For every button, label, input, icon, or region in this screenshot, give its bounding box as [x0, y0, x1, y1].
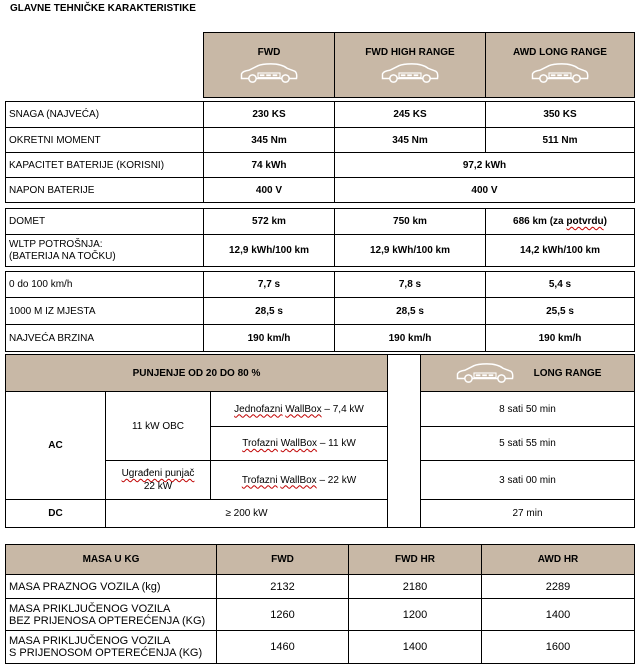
spec-sheet: [5, 32, 635, 658]
cell: 230 KS: [203, 101, 335, 128]
ac-label: AC: [5, 391, 106, 500]
time-cell: 3 sati 00 min: [420, 460, 635, 500]
cell: 74 kWh: [203, 152, 335, 178]
obc-label: 11 kW OBC: [105, 391, 211, 461]
mass-col-awd-hr: AWD HR: [481, 544, 635, 575]
row-label-wltp: WLTP POTROŠNJA: (BATERIJA NA TOČKU): [5, 234, 204, 267]
page-title: GLAVNE TEHNIČKE KARAKTERISTIKE: [10, 3, 196, 14]
cell: 1400: [481, 598, 635, 631]
mass-col-fwd: FWD: [216, 544, 349, 575]
cell-merged: 400 V: [334, 177, 635, 203]
cell: 2132: [216, 574, 349, 599]
cell: 350 KS: [485, 101, 635, 128]
cell: 1260: [216, 598, 349, 631]
row-label-moment: OKRETNI MOMENT: [5, 127, 204, 153]
wallbox-row-2: Trofazni WallBox – 11 kW: [210, 426, 388, 461]
cell: 245 KS: [334, 101, 486, 128]
time-cell: 5 sati 55 min: [420, 426, 635, 461]
cell: 28,5 s: [334, 297, 486, 325]
time-cell: 8 sati 50 min: [420, 391, 635, 427]
cell: 12,9 kWh/100 km: [203, 234, 335, 267]
cell: 345 Nm: [203, 127, 335, 153]
car-battery-icon: [379, 62, 441, 84]
cell: 750 km: [334, 208, 486, 235]
dc-label: DC: [5, 499, 106, 528]
cell: 1460: [216, 630, 349, 664]
row-label-snaga: SNAGA (NAJVEĆA): [5, 101, 204, 128]
row-label-domet: DOMET: [5, 208, 204, 235]
cell: 400 V: [203, 177, 335, 203]
cell: 2180: [348, 574, 482, 599]
col-header-awd-long-range: AWD LONG RANGE: [485, 32, 635, 98]
cell: 1400: [348, 630, 482, 664]
mass-row-label: MASA PRAZNOG VOZILA (kg): [5, 574, 217, 599]
row-label-brzina: NAJVEĆA BRZINA: [5, 324, 204, 352]
cell: 1600: [481, 630, 635, 664]
car-battery-icon: [529, 62, 591, 84]
cell: 28,5 s: [203, 297, 335, 325]
wallbox-row-3: Trofazni WallBox – 22 kW: [210, 460, 388, 500]
cell: 345 Nm: [334, 127, 486, 153]
mass-col-fwd-hr: FWD HR: [348, 544, 482, 575]
mass-row-label: MASA PRIKLJUČENOG VOZILA S PRIJENOSOM OPTEREĆENJA (KG): [5, 630, 217, 664]
cell: 25,5 s: [485, 297, 635, 325]
row-label-ubrzanje: 0 do 100 km/h: [5, 271, 204, 298]
cell: 1200: [348, 598, 482, 631]
onboard-charger-label: Ugrađeni punjač 22 kW: [105, 460, 211, 500]
cell: 190 km/h: [203, 324, 335, 352]
cell: 7,7 s: [203, 271, 335, 298]
cell: 511 Nm: [485, 127, 635, 153]
dc-time: 27 min: [420, 499, 635, 528]
mass-row-label: MASA PRIKLJUČENOG VOZILA BEZ PRIJENOSA OPTEREĆENJA (KG): [5, 598, 217, 631]
charging-spacer: [387, 354, 421, 528]
row-label-napon: NAPON BATERIJE: [5, 177, 204, 203]
cell-merged: 97,2 kWh: [334, 152, 635, 178]
col-header-fwd-high-range: FWD HIGH RANGE: [334, 32, 486, 98]
cell: 12,9 kWh/100 km: [334, 234, 486, 267]
row-label-kapacitet: KAPACITET BATERIJE (KORISNI): [5, 152, 204, 178]
cell: 686 km (za potvrdu ): [485, 208, 635, 235]
cell: 2289: [481, 574, 635, 599]
cell: 7,8 s: [334, 271, 486, 298]
cell: 5,4 s: [485, 271, 635, 298]
cell: 190 km/h: [485, 324, 635, 352]
charging-header: PUNJENJE OD 20 DO 80 %: [5, 354, 388, 392]
dc-power: ≥ 200 kW: [105, 499, 388, 528]
cell: 14,2 kWh/100 km: [485, 234, 635, 267]
row-label-mjesta: 1000 M IZ MJESTA: [5, 297, 204, 325]
long-range-header: LONG RANGE: [420, 354, 635, 392]
car-battery-icon: [238, 62, 300, 84]
wallbox-row-1: Jednofazni WallBox – 7,4 kW: [210, 391, 388, 427]
cell: 190 km/h: [334, 324, 486, 352]
mass-header: MASA U KG: [5, 544, 217, 575]
col-header-fwd: FWD: [203, 32, 335, 98]
cell: 572 km: [203, 208, 335, 235]
car-battery-icon: [454, 362, 516, 384]
